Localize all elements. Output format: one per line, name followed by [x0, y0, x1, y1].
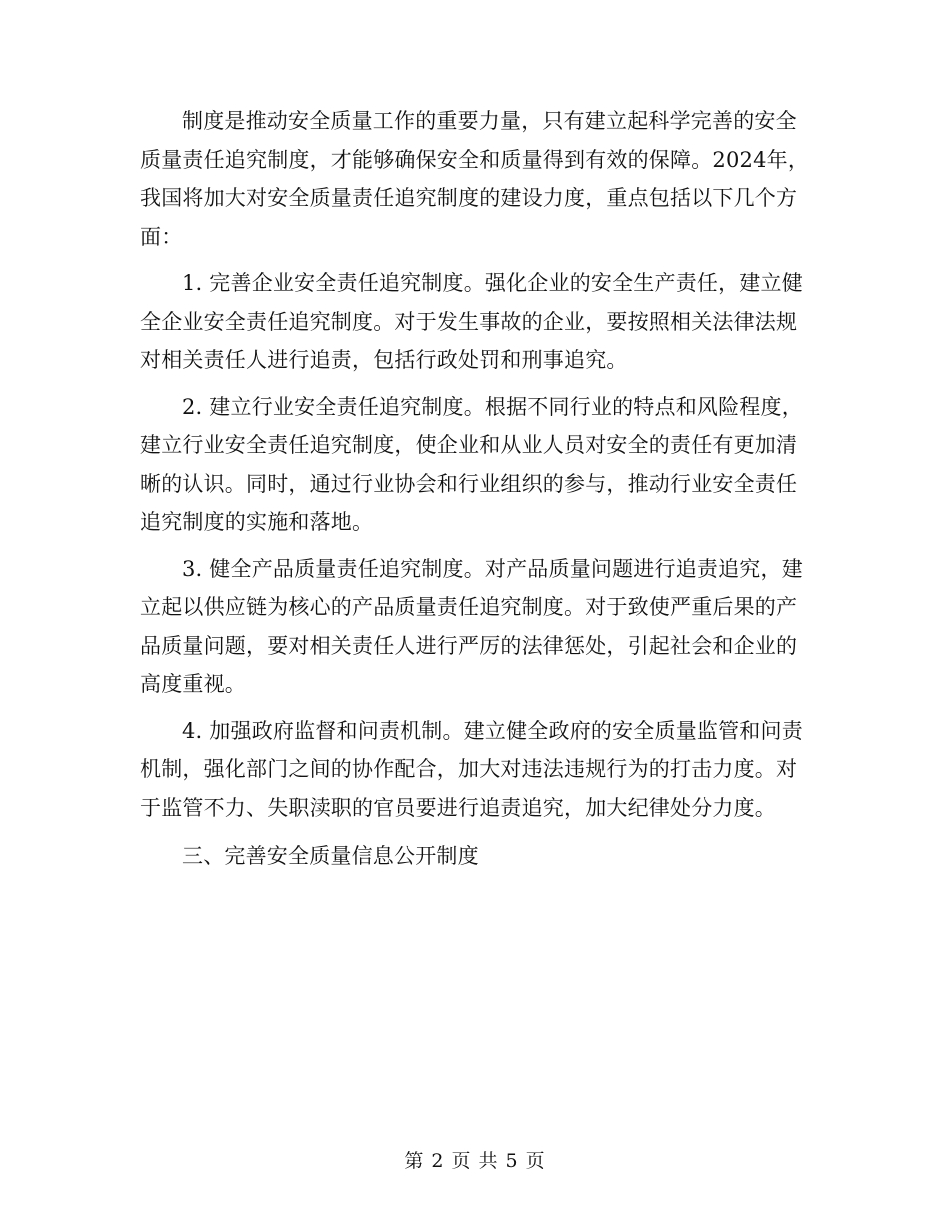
list-item-3: 3. 健全产品质量责任追究制度。对产品质量问题进行追责追究，建立起以供应链为核心的产品质量责任追究制度。对于致使严重后果的产品质量问题，要对相关责任人进行严厉的法律惩处，引起社会和企业的高度重视。 [140, 556, 803, 696]
list-item-2: 2. 建立行业安全责任追究制度。根据不同行业的特点和风险程度，建立行业安全责任追究制度，使企业和从业人员对安全的责任有更加清晰的认识。同时，通过行业协会和行业组织的参与，推动行业安全责任追究制度的实施和落地。 [140, 394, 803, 534]
intro-paragraph: 制度是推动安全质量工作的重要力量，只有建立起科学完善的安全质量责任追究制度，才能够确保安全和质量得到有效的保障。2024年，我国将加大对安全质量责任追究制度的建设力度，重点包括以下几个方面： [140, 109, 810, 249]
page-number: 第 2 页 共 5 页 [404, 1150, 546, 1172]
list-item-1: 1. 完善企业安全责任追究制度。强化企业的安全生产责任，建立健全企业安全责任追究制度。对于发生事故的企业，要按照相关法律法规对相关责任人进行追责，包括行政处罚和刑事追究。 [140, 271, 803, 372]
document-body [140, 102, 810, 876]
list-item-4: 4. 加强政府监督和问责机制。建立健全政府的安全质量监管和问责机制，强化部门之间的协作配合，加大对违法违规行为的打击力度。对于监管不力、失职渎职的官员要进行追责追究，加大纪律处分力度。 [140, 718, 803, 820]
section-heading: 三、完善安全质量信息公开制度 [182, 844, 479, 868]
